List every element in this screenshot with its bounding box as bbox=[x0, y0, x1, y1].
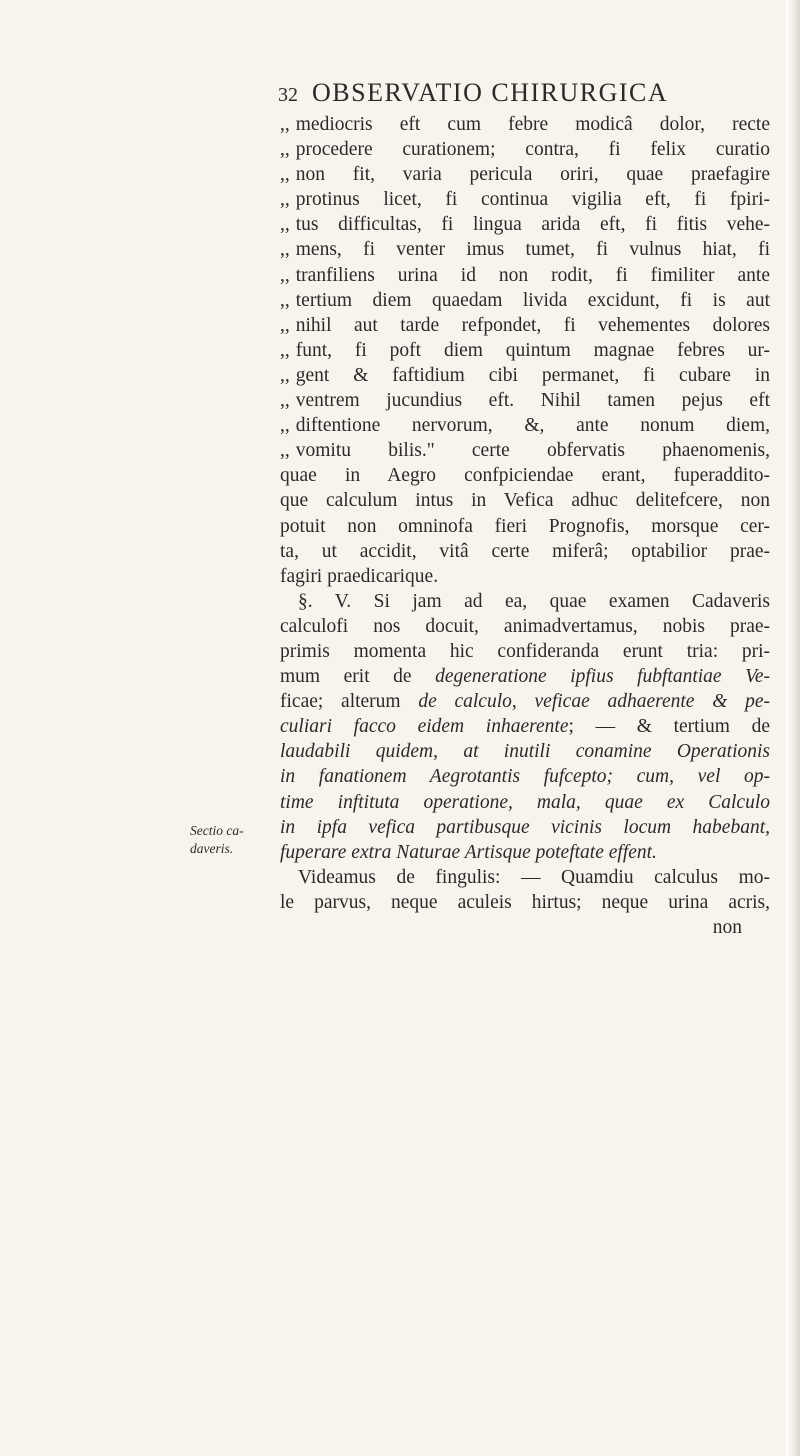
page-number: 32 bbox=[278, 84, 298, 106]
margin-note-line: daveris. bbox=[190, 841, 234, 856]
text-line: ,, non fit, varia pericula oriri, quae praefagire bbox=[280, 164, 770, 186]
text-line: ,, gent & faftidium cibi permanet, fi cubare in bbox=[280, 364, 770, 386]
text-line: mum erit de degeneratione ipfius fubftantiae Ve- bbox=[280, 666, 771, 688]
body-text bbox=[280, 112, 770, 940]
text-line: ,, tertium diem quaedam livida excidunt, fi is aut bbox=[280, 289, 770, 311]
text-line: primis momenta hic confideranda erunt tria: pri- bbox=[280, 640, 770, 662]
text-line: ,, protinus licet, fi continua vigilia eft, fi fpiri- bbox=[280, 189, 770, 211]
text-line: in fanationem Aegrotantis fufcepto; cum, vel op- bbox=[280, 766, 770, 788]
text-line: que calculum intus in Vefica adhuc delitefcere, non bbox=[280, 490, 770, 512]
text-line: fagiri praedicarique. bbox=[280, 565, 439, 587]
text-line: Videamus de fingulis: — Quamdiu calculus mo- bbox=[298, 866, 770, 888]
text-line: ,, ventrem jucundius eft. Nihil tamen pejus eft bbox=[280, 390, 770, 412]
text-line: ta, ut accidit, vitâ certe miferâ; optabilior prae- bbox=[280, 540, 770, 562]
text-line: fuperare extra Naturae Artisque poteftate effent. bbox=[280, 841, 657, 863]
text-line: ,, diftentione nervorum, &, ante nonum diem, bbox=[280, 415, 770, 437]
margin-note bbox=[190, 822, 260, 858]
text-line: in ipfa vefica partibusque vicinis locum habebant, bbox=[280, 816, 770, 838]
section-start-line: §. V. Si jam ad ea, quae examen Cadaveris bbox=[298, 590, 770, 612]
text-line: time inftituta operatione, mala, quae ex Calculo bbox=[280, 791, 770, 813]
text-line: ,, vomitu bilis." certe obfervatis phaenomenis, bbox=[280, 440, 770, 462]
text-line: potuit non omninofa fieri Prognofis, morsque cer- bbox=[280, 515, 770, 537]
catchword: non bbox=[712, 917, 742, 938]
text-line: calculofi nos docuit, animadvertamus, nobis prae- bbox=[280, 615, 770, 637]
text-line: laudabili quidem, at inutili conamine Operationis bbox=[280, 741, 770, 763]
text-line: ,, funt, fi poft diem quintum magnae febres ur- bbox=[280, 339, 770, 361]
text-line: ,, tranfiliens urina id non rodit, fi fimiliter ante bbox=[280, 264, 770, 286]
text-line: ,, tus difficultas, fi lingua arida eft, fi fitis vehe- bbox=[280, 214, 770, 236]
text-line: culiari facco eidem inhaerente; — & tertium de bbox=[280, 716, 770, 738]
text-line: ,, nihil aut tarde refpondet, fi vehementes dolores bbox=[280, 314, 770, 336]
text-line: quae in Aegro confpiciendae erant, fuperaddito- bbox=[280, 465, 770, 487]
text-line: ,, mens, fi venter imus tumet, fi vulnus hiat, fi bbox=[280, 239, 770, 261]
page-edge-shadow bbox=[786, 0, 800, 1456]
text-line: ,, mediocris eft cum febre modicâ dolor, recte bbox=[280, 114, 770, 135]
margin-note-line: Sectio ca- bbox=[190, 823, 244, 838]
text-line: le parvus, neque aculeis hirtus; neque urina acris, bbox=[280, 891, 770, 913]
running-title: OBSERVATIO CHIRURGICA bbox=[312, 78, 669, 107]
text-line: ficae; alterum de calculo, veficae adhaerente & pe- bbox=[280, 691, 771, 713]
text-line: ,, procedere curationem; contra, fi felix curatio bbox=[280, 139, 770, 161]
